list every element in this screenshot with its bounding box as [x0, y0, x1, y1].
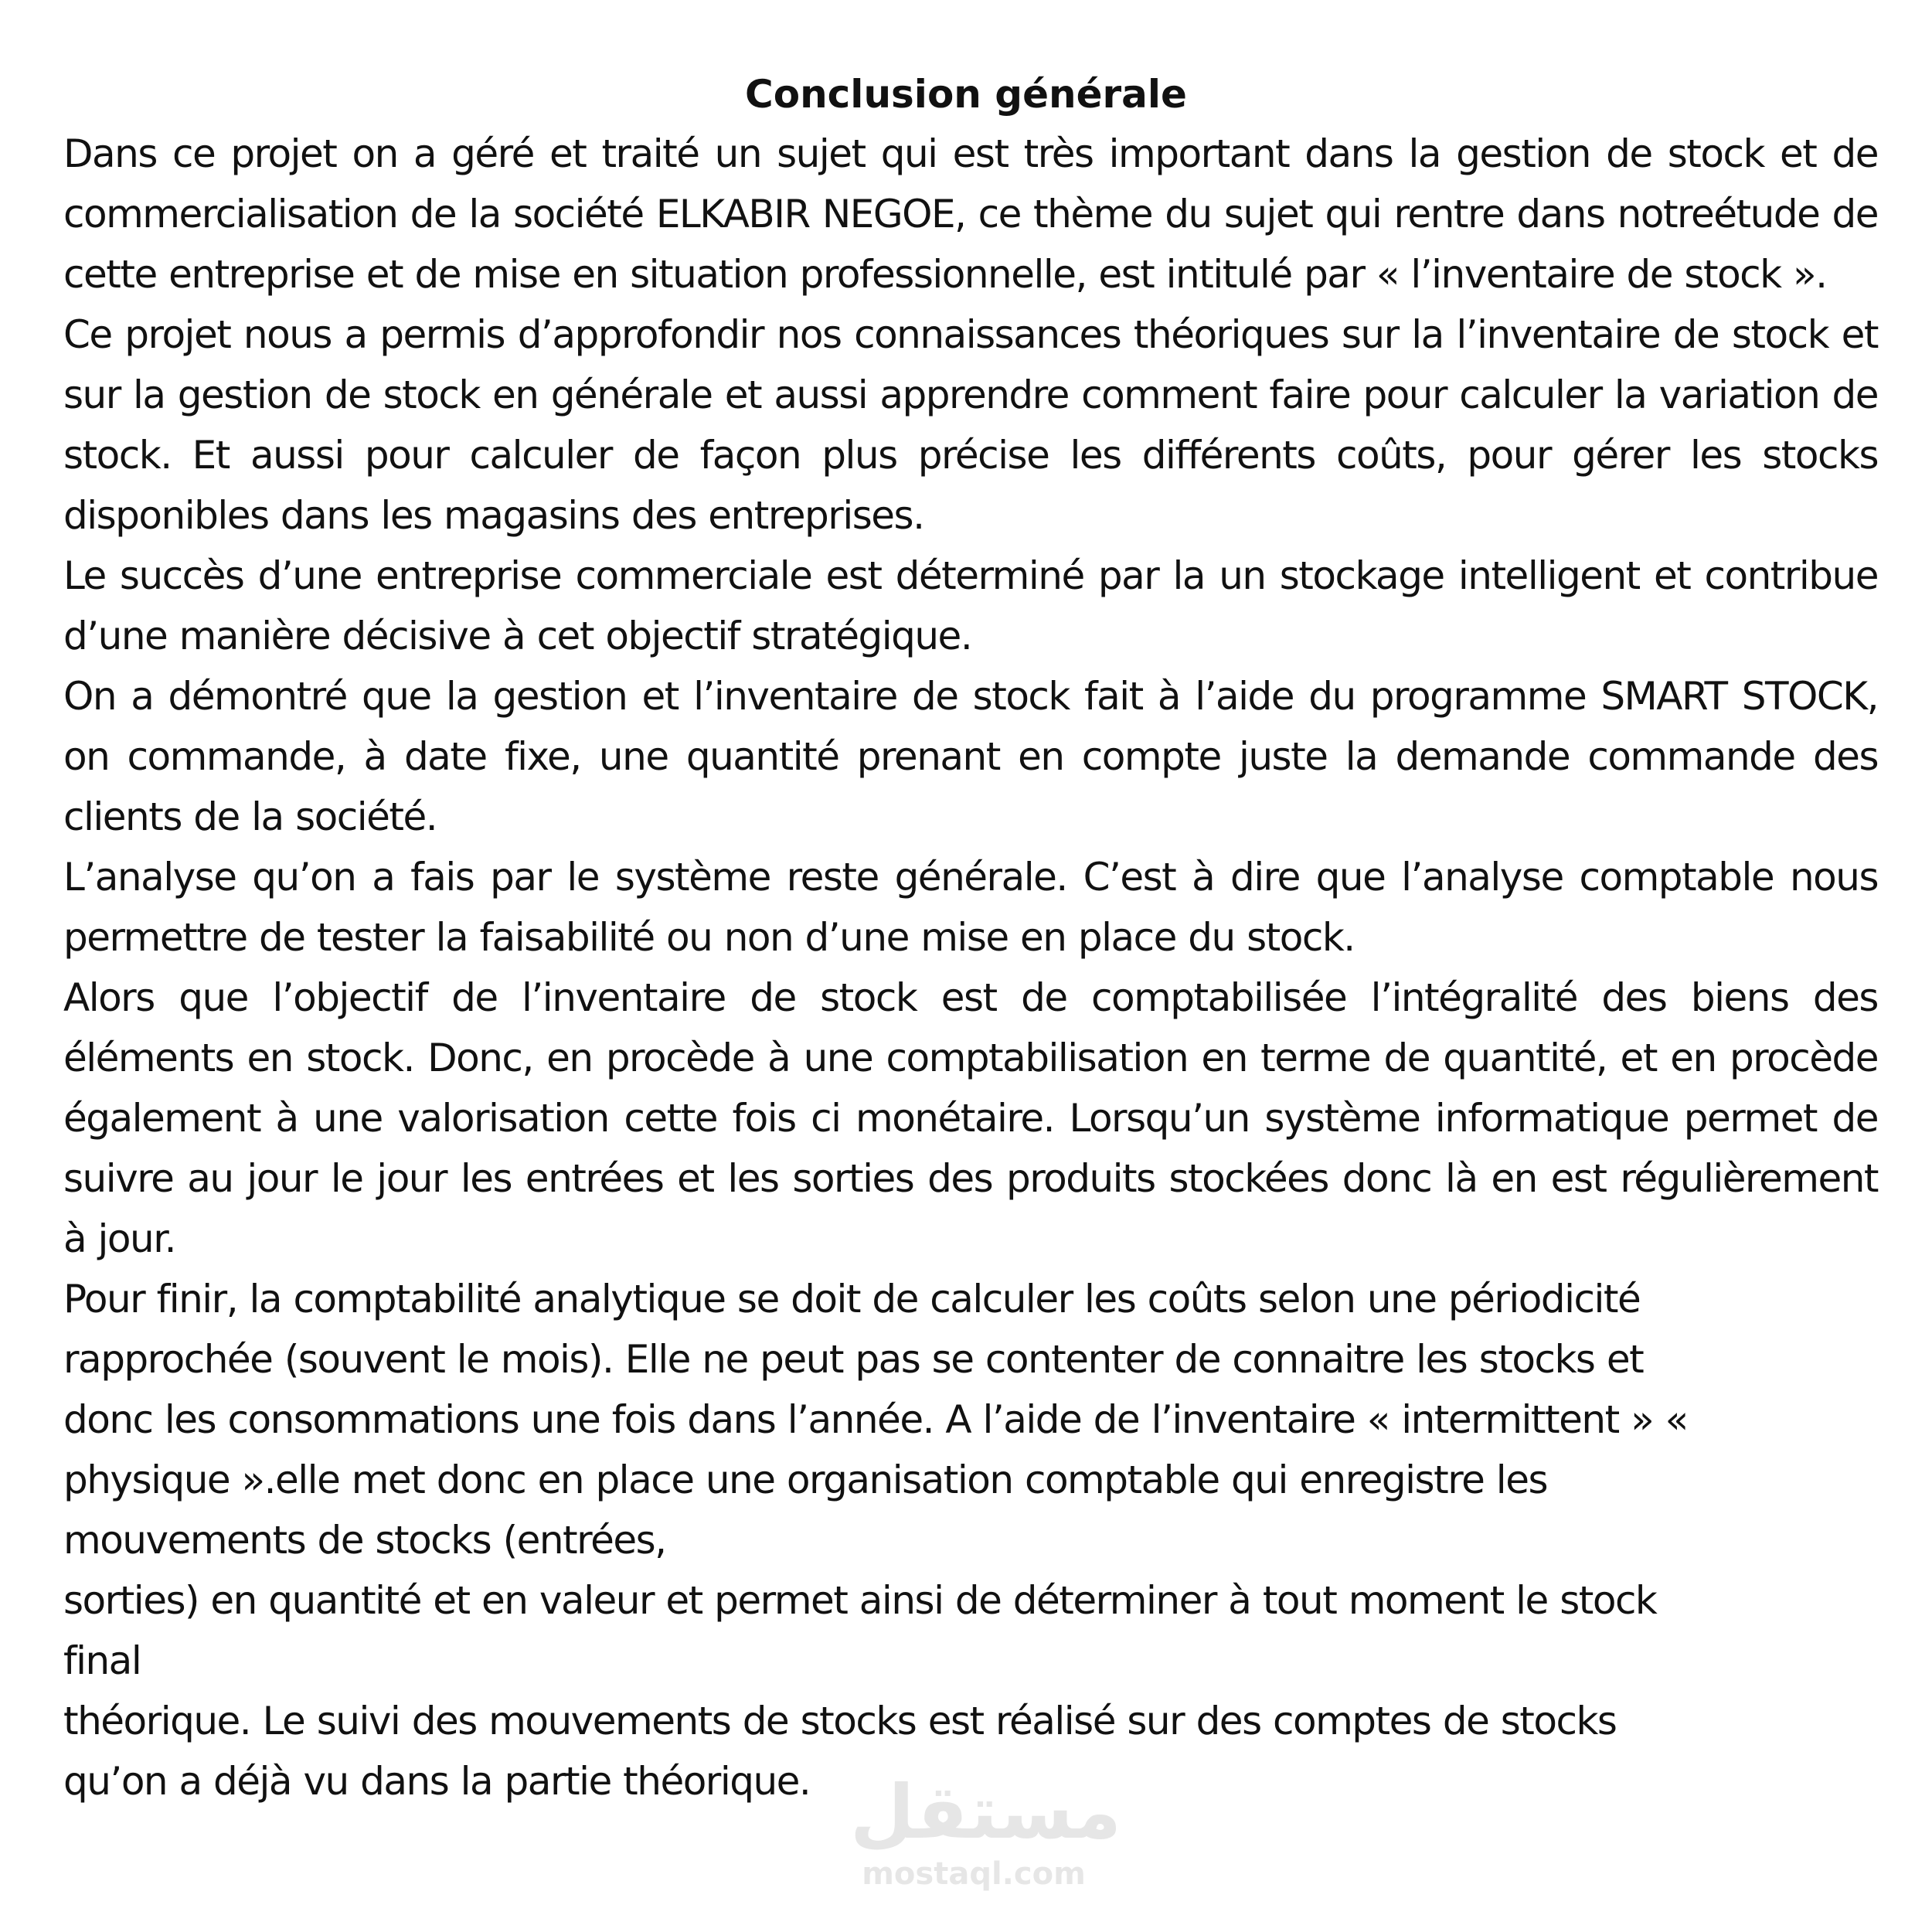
paragraph-2: Ce projet nous a permis d’approfondir nos connaissances théoriques sur la l’inventaire de stock et sur la gestion de stock en générale et aussi apprendre comment faire pour calculer la variation de stock. Et aussi pour calculer de façon plus précise les différents coûts, pour gérer les stocks disponibles dans les magasins des entreprises.	[63, 312, 1878, 538]
final-paragraph	[63, 1269, 1878, 1811]
final-line: qu’on a déjà vu dans la partie théorique.	[63, 1759, 811, 1804]
paragraph-1: Dans ce projet on a géré et traité un sujet qui est très important dans la gestion de stock et de commercialisation de la société ELKABIR NEGOE, ce thème du sujet qui rentre dans notreétude de cette entreprise et de mise en situation professionnelle, est intitulé par « l’inventaire de stock ».	[63, 131, 1878, 297]
final-line: sorties) en quantité et en valeur et permet ainsi de déterminer à tout moment le stock	[63, 1578, 1657, 1623]
document-body	[63, 124, 1878, 1811]
watermark-arabic-text: مستقل	[850, 1769, 1122, 1855]
final-line: rapprochée (souvent le mois). Elle ne peut pas se contenter de connaitre les stocks et	[63, 1337, 1644, 1382]
final-line: théorique. Le suivi des mouvements de stocks est réalisé sur des comptes de stocks	[63, 1699, 1617, 1743]
document-title: Conclusion générale	[745, 72, 1187, 117]
paragraph-5: L’analyse qu’on a fais par le système reste générale. C’est à dire que l’analyse comptable nous permettre de tester la faisabilité ou non d’une mise en place du stock.	[63, 855, 1878, 960]
final-line: final	[63, 1638, 141, 1683]
final-line: physique ».elle met donc en place une organisation comptable qui enregistre les	[63, 1458, 1548, 1502]
final-line: donc les consommations une fois dans l’année. A l’aide de l’inventaire « intermittent » «	[63, 1397, 1688, 1442]
final-line: mouvements de stocks (entrées,	[63, 1518, 666, 1563]
final-line: Pour finir, la comptabilité analytique se doit de calculer les coûts selon une périodicité	[63, 1277, 1641, 1321]
paragraph-4: On a démontré que la gestion et l’inventaire de stock fait à l’aide du programme SMART STOCK, on commande, à date fixe, une quantité prenant en compte juste la demande commande des clients de la société.	[63, 674, 1878, 839]
watermark-latin-text: mostaql.com	[862, 1856, 1086, 1892]
paragraph-3: Le succès d’une entreprise commerciale est déterminé par la un stockage intelligent et contribue d’une manière décisive à cet objectif stratégique.	[63, 553, 1878, 658]
paragraph-6: Alors que l’objectif de l’inventaire de stock est de comptabilisée l’intégralité des biens des éléments en stock. Donc, en procède à une comptabilisation en terme de quantité, et en procède également à une valorisation cette fois ci monétaire. Lorsqu’un système informatique permet de suivre au jour le jour les entrées et les sorties des produits stockées donc là en est régulièrement à jour.	[63, 975, 1878, 1261]
